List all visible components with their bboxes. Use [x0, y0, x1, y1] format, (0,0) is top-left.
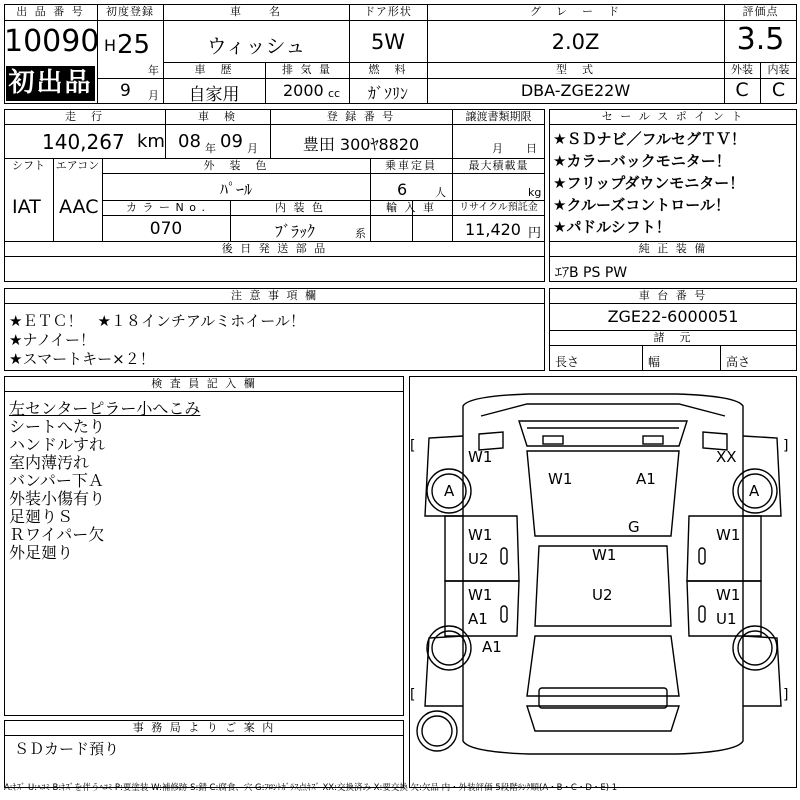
grade-label: グ レ ー ド — [530, 5, 621, 18]
sales-item: ★フリップダウンモニター！ — [553, 174, 745, 192]
intcolor-label: 内 装 色 — [275, 201, 325, 214]
seats-unit: 人 — [435, 186, 446, 199]
mileage-unit: km — [137, 131, 165, 152]
int-label: 内装 — [767, 63, 790, 76]
damage-mark: A — [749, 482, 760, 500]
damage-mark: W1 — [716, 526, 741, 544]
mileage: 140,267 — [42, 130, 125, 154]
note-item: ★ＥＴＣ！ ★１８インチアルミホイール！ — [9, 312, 305, 330]
dim-height: 高さ — [726, 355, 751, 369]
displacement: 2000 — [283, 81, 324, 100]
bracket-right: ] — [783, 687, 789, 703]
intcolor-unit: 系 — [355, 227, 366, 240]
recycle-fee: 11,420 — [465, 220, 521, 239]
disp-label: 排 気 量 — [282, 63, 332, 76]
reg-era: H — [104, 36, 117, 55]
reg-month: 9 — [120, 81, 131, 101]
seats-label: 乗車定員 — [385, 159, 437, 172]
damage-mark: U2 — [592, 586, 613, 604]
inspect-month-unit: 月 — [247, 142, 258, 155]
damage-mark: W1 — [592, 546, 617, 564]
car-name-label: 車 名 — [230, 5, 282, 18]
mileage-label: 走 行 — [65, 110, 104, 123]
damage-mark: W1 — [468, 526, 493, 544]
reg-year: 25 — [117, 30, 151, 60]
int-grade: C — [771, 79, 786, 101]
history-label: 車 歴 — [194, 63, 234, 76]
ext-grade: C — [735, 79, 749, 101]
recycle-unit: 円 — [528, 226, 542, 241]
lot-label: 出 品 番 号 — [16, 5, 85, 18]
damage-mark: XX — [716, 448, 737, 466]
color-number: 070 — [149, 219, 183, 239]
damage-mark: A1 — [636, 470, 656, 488]
transfer-day: 日 — [526, 142, 537, 155]
exterior-color: ﾊﾟｰﾙ — [219, 180, 252, 199]
history: 自家用 — [188, 85, 240, 105]
load-unit: kg — [528, 186, 542, 199]
score-label: 評価点 — [742, 5, 779, 18]
disp-unit: cc — [328, 87, 341, 100]
damage-mark: U1 — [716, 610, 737, 628]
dims-label: 諸 元 — [653, 331, 693, 344]
bracket-right: ] — [783, 438, 789, 454]
aircon: AAC — [59, 196, 99, 218]
reg-label: 初度登録 — [106, 5, 154, 18]
sales-item: ★カラーバックモニター！ — [553, 152, 731, 170]
car-diagram — [409, 376, 797, 788]
chassis-number: ZGE22-6000051 — [607, 307, 739, 326]
import-label: 輸 入 車 — [386, 201, 436, 214]
plate-label: 登 録 番 号 — [326, 110, 396, 123]
damage-mark: W1 — [468, 586, 493, 604]
inspect-label: 車 検 — [198, 110, 237, 123]
equipment-label: 純 正 装 備 — [638, 242, 708, 255]
damage-mark: W1 — [468, 448, 493, 466]
door-type: 5W — [370, 30, 406, 54]
damage-mark: G — [628, 518, 640, 536]
note-item: ★スマートキー×２！ — [9, 350, 155, 368]
legend: A:ｷｽﾞ U:ﾍｺﾐ B:ｷｽﾞを伴うﾍｺﾐ P:要塗装 W:補修跡 S:錆 C:腐食、穴 G:ﾌﾛﾝﾄｶﾞﾗｽ点ｷｽﾞ XX:交換済み X:要交換 欠:欠品 内・外装評価 5段階ﾗﾝｸ順(A・B・C・D・E) 1 — [4, 783, 618, 793]
damage-mark: A1 — [482, 638, 502, 656]
seats: 6 — [397, 180, 408, 199]
fuel-label: 燃 料 — [368, 63, 408, 76]
first-listing-badge: 初出品 — [6, 66, 95, 101]
inspector-item: Ｒワイパー欠 — [9, 525, 105, 544]
lot-number: 10090 — [4, 24, 100, 59]
bracket-left: [ — [410, 687, 416, 703]
reg-month-unit: 月 — [148, 89, 159, 102]
inspector-item: 左センターピラー小へこみ — [9, 399, 201, 418]
load-label: 最大積載量 — [468, 159, 529, 172]
model-label: 型 式 — [556, 63, 595, 76]
shift: IAT — [12, 196, 41, 218]
transfer-month: 月 — [492, 142, 503, 155]
inspector-item: 室内薄汚れ — [9, 453, 90, 472]
damage-mark: A1 — [468, 610, 488, 628]
dim-length: 長さ — [555, 355, 580, 369]
ext-label: 外装 — [731, 63, 753, 76]
office-note: ＳＤカード預り — [14, 740, 120, 758]
equipment: ｴｱB PS PW — [555, 265, 628, 281]
inspector-item: シートへたり — [9, 417, 106, 436]
later-parts-label: 後 日 発 送 部 品 — [221, 242, 328, 255]
note-item: ★ナノイー！ — [9, 331, 96, 349]
chassis-label: 車 台 番 号 — [638, 289, 708, 302]
interior-color: ﾌﾞﾗｯｸ — [274, 222, 315, 241]
inspector-item: ハンドルすれ — [9, 435, 106, 454]
shift-label: シフト — [12, 159, 45, 172]
transfer-label: 譲渡書類期限 — [465, 110, 532, 123]
inspect-year-unit: 年 — [205, 142, 216, 155]
inspector-item: バンパー下Ａ — [9, 471, 104, 490]
sales-item: ★パドルシフト！ — [553, 218, 671, 236]
inspector-item: 外足廻り — [9, 543, 74, 562]
model: DBA-ZGE22W — [520, 81, 631, 100]
office-label: 事 務 局 よ り ご 案 内 — [132, 721, 276, 734]
notes-label: 注 意 事 項 欄 — [231, 289, 318, 302]
bracket-left: [ — [410, 438, 416, 454]
inspector-item: 足廻りＳ — [9, 507, 74, 526]
damage-mark: W1 — [548, 470, 573, 488]
inspector-item: 外装小傷有り — [9, 489, 106, 508]
inspector-label: 検 査 員 記 入 欄 — [151, 377, 257, 390]
car-name: ウィッシュ — [206, 34, 306, 58]
colorno-label: カ ラ ー N o . — [126, 201, 206, 214]
fuel: ｶﾞｿﾘﾝ — [367, 84, 408, 103]
sales-item: ★ＳＤナビ／フルセグＴＶ！ — [553, 130, 746, 148]
score: 3.5 — [736, 22, 785, 57]
damage-mark: U2 — [468, 550, 489, 568]
damage-mark: W1 — [716, 586, 741, 604]
plate-number: 豊田 300ﾔ8820 — [302, 135, 420, 154]
inspect-year: 08 — [178, 131, 201, 152]
recycle-label: リサイクル預託金 — [459, 202, 538, 213]
grade: 2.0Z — [551, 30, 600, 54]
door-label: ドア形状 — [364, 5, 412, 18]
damage-mark: A — [444, 482, 455, 500]
sales-item: ★クルーズコントロール！ — [553, 196, 730, 214]
color-label: 外 装 色 — [203, 159, 269, 172]
sales-point-label: セ ー ル ス ポ イ ン ト — [601, 110, 745, 123]
ac-label: エアコン — [55, 159, 100, 172]
reg-year-unit: 年 — [148, 64, 159, 77]
inspect-month: 09 — [220, 131, 243, 152]
dim-width: 幅 — [648, 355, 661, 369]
